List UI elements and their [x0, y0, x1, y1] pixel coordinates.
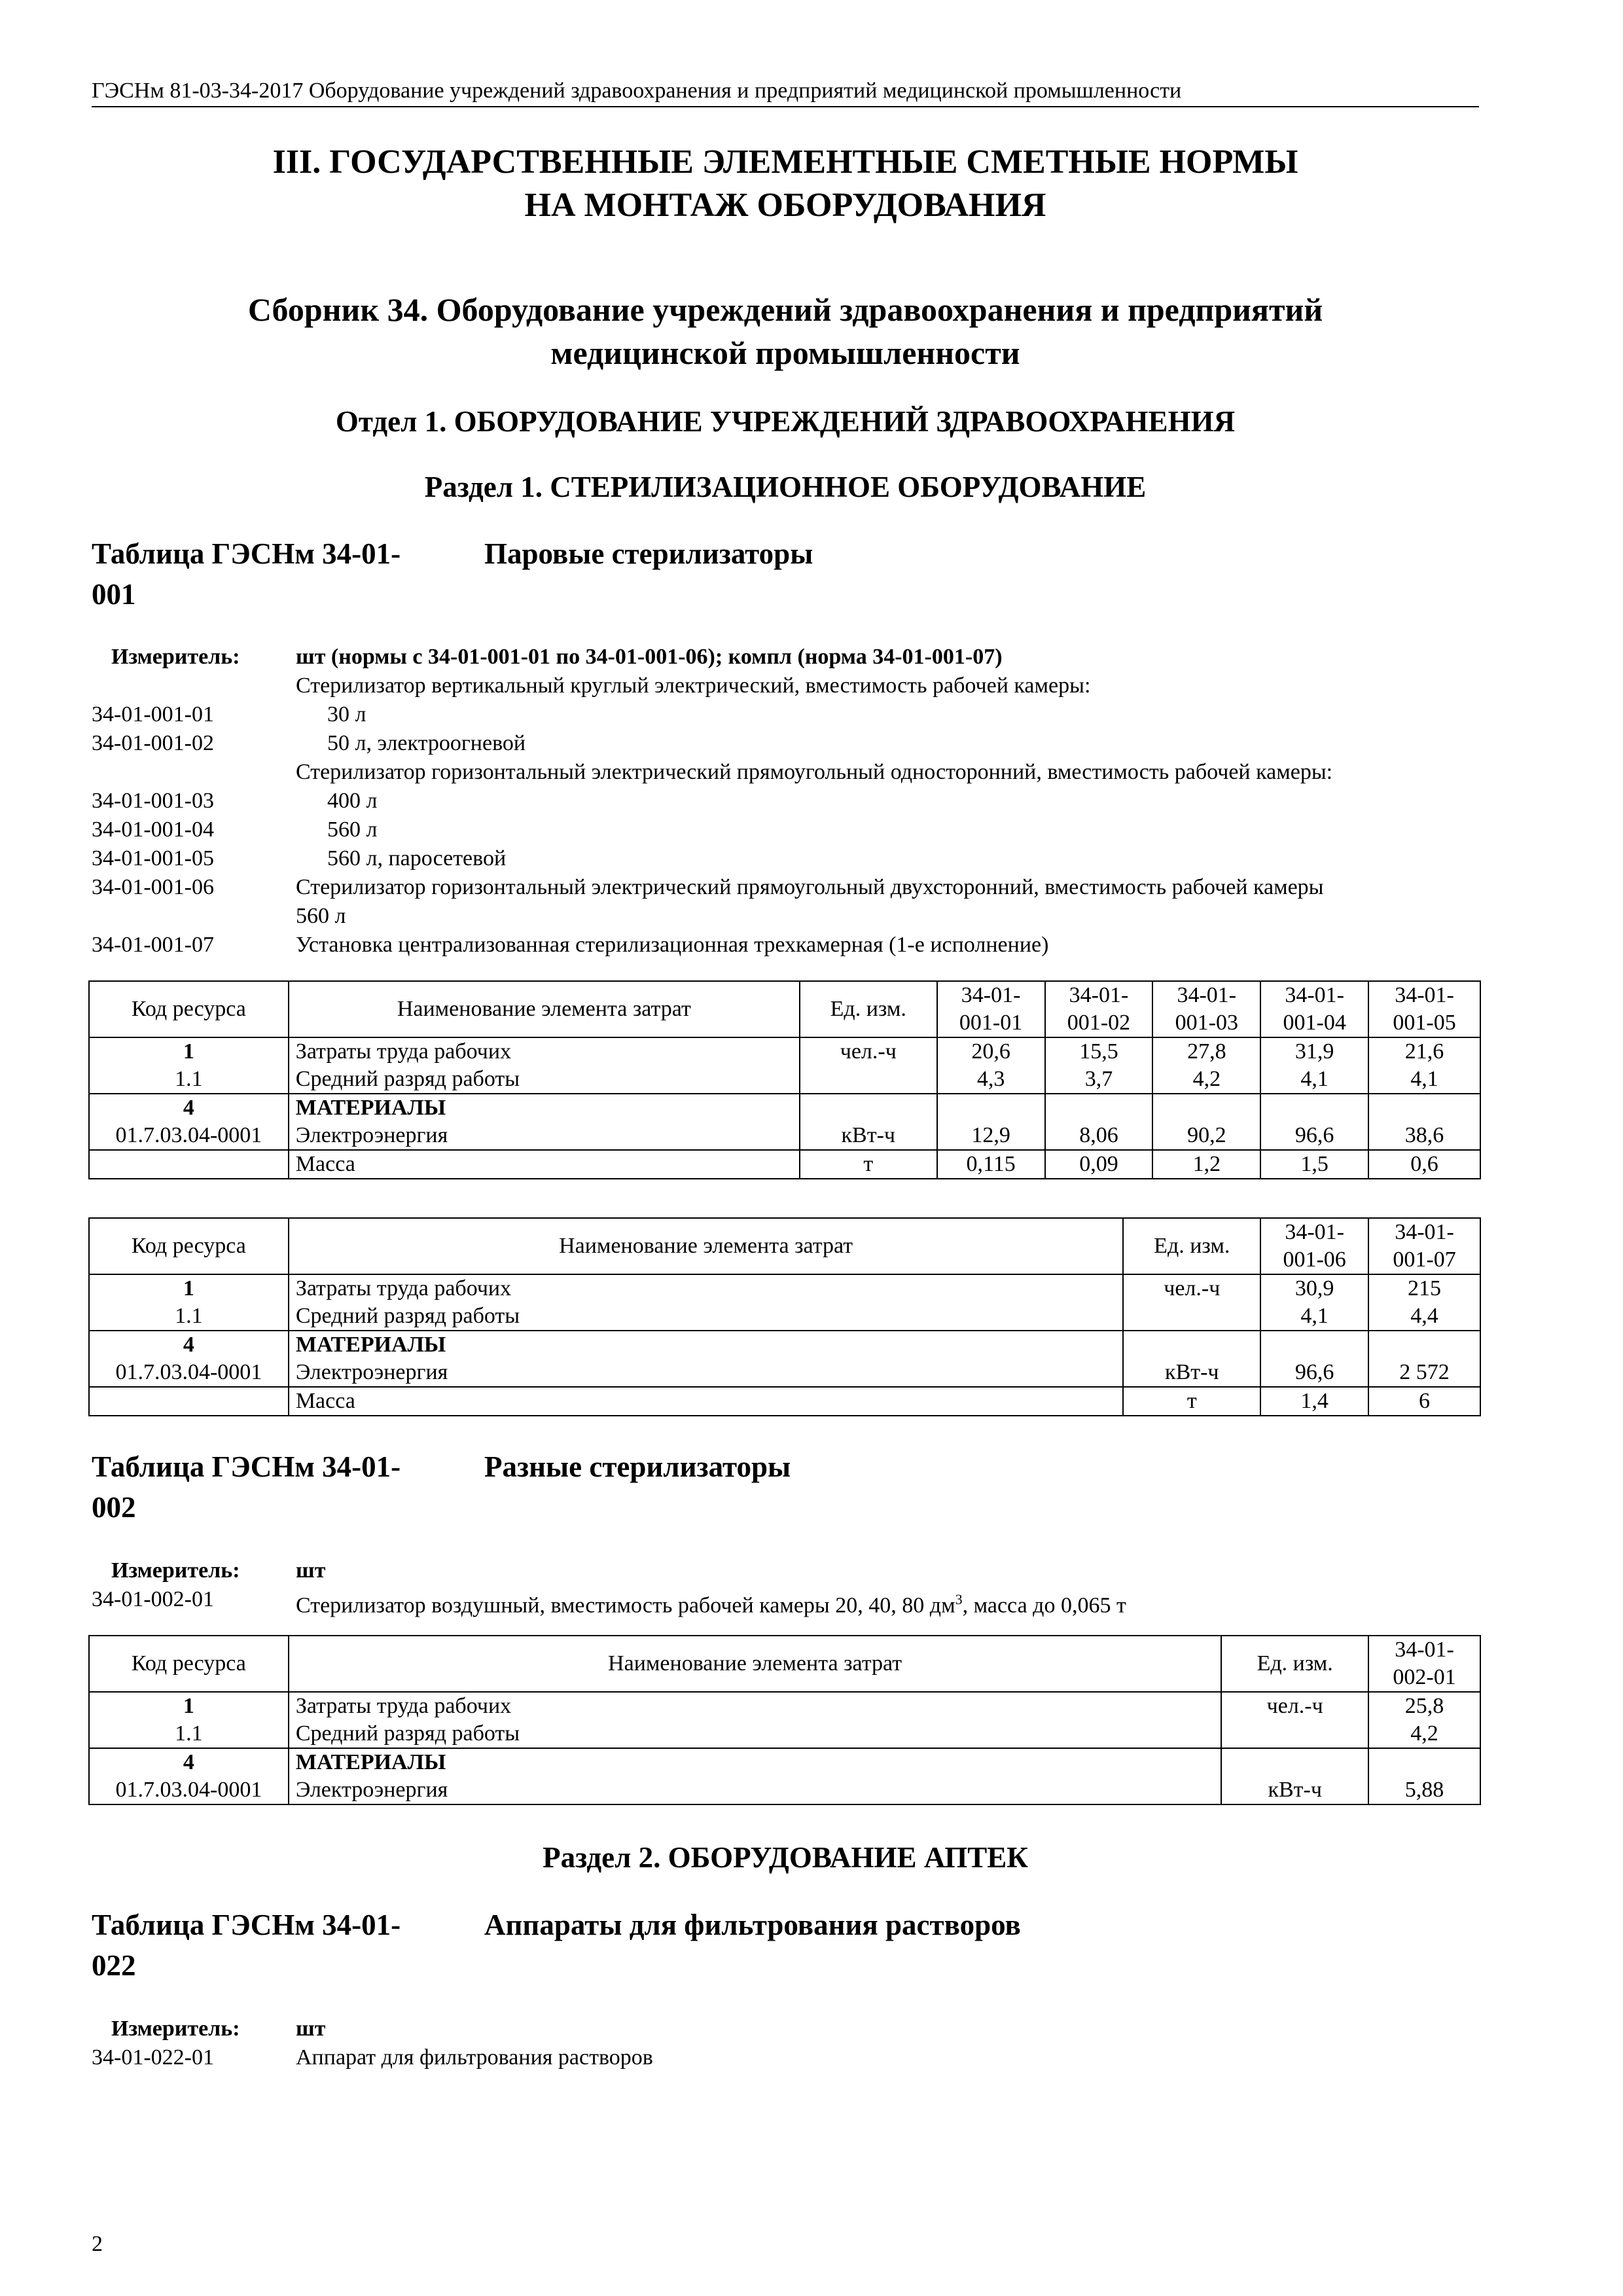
cell-value: 215 [1368, 1274, 1480, 1302]
cell-value: 4,2 [1368, 1720, 1480, 1748]
collection-title-line-2: медицинской промышленности [550, 334, 1020, 371]
table-2-meter-block [92, 1556, 1492, 1620]
col-header-norm [1368, 1636, 1480, 1692]
table-row [89, 1094, 1480, 1122]
cell-name: Масса [289, 1150, 800, 1179]
table-2-title [92, 1446, 791, 1528]
cell-name: МАТЕРИАЛЫ [289, 1094, 800, 1122]
table-1-descr-b: Стерилизатор горизонтальный электрический прямоугольный односторонний, вместимость рабочей камеры: [296, 760, 1333, 784]
cell-value: 27,8 [1152, 1037, 1260, 1066]
cell-code: 1.1 [89, 1302, 289, 1331]
cell-value [1368, 1331, 1480, 1359]
norm-code: 34-01-001-06 [92, 875, 214, 899]
table-3-meter: шт [296, 2017, 326, 2041]
table-2-meter: шт [296, 1558, 326, 1583]
cell-name: Затраты труда рабочих [289, 1274, 1124, 1302]
table-1-code: Таблица ГЭСНм 34-01- 001 [92, 537, 401, 611]
part-title-line-2: НА МОНТАЖ ОБОРУДОВАНИЯ [524, 187, 1046, 224]
cell-name: МАТЕРИАЛЫ [289, 1748, 1221, 1776]
cell-code: 01.7.03.04-0001 [89, 1122, 289, 1150]
cell-unit: чел.-ч [800, 1037, 937, 1066]
table-row [89, 1066, 1480, 1094]
table-1-title [92, 533, 813, 615]
cost-table-2 [88, 1635, 1481, 1805]
collection-title-line-1: Сборник 34. Оборудование учреждений здравоохранения и предприятий [247, 291, 1323, 328]
table-header-row [89, 1636, 1480, 1692]
table-1-meter-block [92, 643, 1492, 960]
table-row [89, 1692, 1480, 1720]
cost-table-1a [88, 980, 1481, 1179]
collection-title [92, 288, 1479, 374]
cell-unit: кВт-ч [1221, 1776, 1368, 1804]
cell-name: Средний разряд работы [289, 1066, 800, 1094]
table-row [89, 1748, 1480, 1776]
table-row [89, 1122, 1480, 1150]
cell-code: 4 [89, 1748, 289, 1776]
norm-header-a: 34-01- [1285, 1220, 1344, 1244]
col-header-code: Код ресурса [89, 981, 289, 1037]
norm-text: 560 л, паросетевой [327, 846, 507, 870]
cell-value: 38,6 [1368, 1122, 1480, 1150]
cell-unit [800, 1066, 937, 1094]
norm-header-a: 34-01- [1069, 983, 1129, 1007]
cell-value: 4,3 [937, 1066, 1045, 1094]
cell-code: 1 [89, 1692, 289, 1720]
norm-header-b: 001-03 [1175, 1011, 1238, 1035]
col-header-norm [937, 981, 1045, 1037]
cell-unit: т [800, 1150, 937, 1179]
norm-header-b: 001-05 [1393, 1011, 1456, 1035]
cell-unit [1123, 1331, 1260, 1359]
cell-name: МАТЕРИАЛЫ [289, 1331, 1124, 1359]
cell-name: Средний разряд работы [289, 1720, 1221, 1748]
cell-name: Затраты труда рабочих [289, 1692, 1221, 1720]
norm-text: 30 л [327, 702, 366, 726]
col-header-norm [1368, 981, 1480, 1037]
cell-unit: кВт-ч [800, 1122, 937, 1150]
superscript: 3 [955, 1591, 963, 1607]
col-header-norm [1045, 981, 1153, 1037]
meter-label: Измеритель: [111, 1558, 240, 1583]
col-header-unit: Ед. изм. [1221, 1636, 1368, 1692]
cell-unit: чел.-ч [1123, 1274, 1260, 1302]
norm-text: Стерилизатор горизонтальный электрический прямоугольный двухсторонний, вместимость рабочей камеры [296, 875, 1324, 899]
cell-unit: т [1123, 1387, 1260, 1416]
meter-label: Измеритель: [111, 645, 240, 669]
cell-value: 8,06 [1045, 1122, 1153, 1150]
col-header-code: Код ресурса [89, 1636, 289, 1692]
norm-header-a: 34-01- [1395, 1638, 1454, 1662]
norm-header-b: 001-07 [1393, 1247, 1456, 1272]
norm-header-a: 34-01- [1285, 983, 1344, 1007]
norm-header-a: 34-01- [961, 983, 1021, 1007]
cell-value: 96,6 [1260, 1122, 1368, 1150]
table-3-title [92, 1905, 1021, 1986]
table-row [89, 1387, 1480, 1416]
cell-name: Электроэнергия [289, 1122, 800, 1150]
table-row [89, 1150, 1480, 1179]
cell-value: 90,2 [1152, 1122, 1260, 1150]
cell-unit [800, 1094, 937, 1122]
norm-text: Аппарат для фильтрования растворов [296, 2045, 653, 2070]
table-row [89, 1302, 1480, 1331]
norm-text [296, 1585, 1492, 1620]
cell-value: 30,9 [1260, 1274, 1368, 1302]
cell-value [1260, 1094, 1368, 1122]
cell-value: 4,4 [1368, 1302, 1480, 1331]
col-header-norm [1260, 981, 1368, 1037]
table-row [89, 1274, 1480, 1302]
cell-code [89, 1150, 289, 1179]
part-title [92, 141, 1479, 227]
cell-name: Затраты труда рабочих [289, 1037, 800, 1066]
cell-unit [1221, 1748, 1368, 1776]
table-3-code: Таблица ГЭСНм 34-01- 022 [92, 1909, 401, 1982]
col-header-norm [1152, 981, 1260, 1037]
part-title-line-1: III. ГОСУДАРСТВЕННЫЕ ЭЛЕМЕНТНЫЕ СМЕТНЫЕ НОРМЫ [272, 143, 1298, 181]
cell-code: 1.1 [89, 1066, 289, 1094]
table-row [89, 1720, 1480, 1748]
norm-header-b: 001-01 [959, 1011, 1023, 1035]
table-header-row [89, 1218, 1480, 1274]
norm-code: 34-01-001-03 [92, 789, 214, 813]
table-1-descr-a: Стерилизатор вертикальный круглый электрический, вместимость рабочей камеры: [296, 673, 1091, 698]
cell-value: 2 572 [1368, 1359, 1480, 1387]
department-title: Отдел 1. ОБОРУДОВАНИЕ УЧРЕЖДЕНИЙ ЗДРАВООХРАНЕНИЯ [335, 405, 1236, 438]
norm-header-a: 34-01- [1395, 983, 1454, 1007]
cell-code: 1 [89, 1274, 289, 1302]
cell-value: 4,1 [1368, 1066, 1480, 1094]
table-3-name: Аппараты для фильтрования растворов [484, 1909, 1021, 1941]
cell-value: 3,7 [1045, 1066, 1153, 1094]
cell-value: 4,2 [1152, 1066, 1260, 1094]
cell-value: 20,6 [937, 1037, 1045, 1066]
table-3-meter-block [92, 2015, 1492, 2072]
col-header-name: Наименование элемента затрат [289, 981, 800, 1037]
cell-code: 1.1 [89, 1720, 289, 1748]
cell-code: 4 [89, 1331, 289, 1359]
cell-code [89, 1387, 289, 1416]
cost-table-1b [88, 1217, 1481, 1416]
col-header-unit: Ед. изм. [1123, 1218, 1260, 1274]
cell-value: 4,1 [1260, 1302, 1368, 1331]
table-row [89, 1037, 1480, 1066]
cell-name: Электроэнергия [289, 1359, 1124, 1387]
table-header-row [89, 981, 1480, 1037]
cell-value: 1,2 [1152, 1150, 1260, 1179]
cell-name: Масса [289, 1387, 1124, 1416]
running-header: ГЭСНм 81-03-34-2017 Оборудование учреждений здравоохранения и предприятий медицинской промышленности [92, 79, 1479, 107]
col-header-name: Наименование элемента затрат [289, 1218, 1124, 1274]
cell-name: Средний разряд работы [289, 1302, 1124, 1331]
cell-value: 25,8 [1368, 1692, 1480, 1720]
norm-text-tail: , масса до 0,065 т [962, 1593, 1126, 1618]
cell-unit [1221, 1720, 1368, 1748]
table-2-name: Разные стерилизаторы [484, 1450, 791, 1483]
meter-label: Измеритель: [111, 2017, 240, 2041]
cell-value: 6 [1368, 1387, 1480, 1416]
cell-code: 4 [89, 1094, 289, 1122]
cell-value: 5,88 [1368, 1776, 1480, 1804]
table-row [89, 1776, 1480, 1804]
norm-header-a: 34-01- [1395, 1220, 1454, 1244]
cell-value [1152, 1094, 1260, 1122]
norm-header-b: 002-01 [1393, 1665, 1456, 1689]
cell-value: 0,09 [1045, 1150, 1153, 1179]
norm-code: 34-01-022-01 [92, 2045, 214, 2070]
norm-text-main: Стерилизатор воздушный, вместимость рабочей камеры 20, 40, 80 дм [296, 1593, 955, 1618]
cell-value: 31,9 [1260, 1037, 1368, 1066]
table-row [89, 1359, 1480, 1387]
norm-text: 400 л [327, 789, 378, 813]
table-1-meter: шт (нормы с 34-01-001-01 по 34-01-001-06); компл (норма 34-01-001-07) [296, 645, 1003, 669]
norm-code: 34-01-002-01 [92, 1587, 214, 1611]
norm-code: 34-01-001-02 [92, 731, 214, 755]
norm-text: 560 л [327, 817, 378, 842]
cell-value [1260, 1331, 1368, 1359]
cell-value: 1,4 [1260, 1387, 1368, 1416]
col-header-norm [1260, 1218, 1368, 1274]
section-1-title: Раздел 1. СТЕРИЛИЗАЦИОННОЕ ОБОРУДОВАНИЕ [424, 471, 1147, 503]
norm-header-b: 001-06 [1283, 1247, 1346, 1272]
col-header-unit: Ед. изм. [800, 981, 937, 1037]
cell-value [1368, 1748, 1480, 1776]
norm-header-b: 001-02 [1067, 1011, 1131, 1035]
norm-header-a: 34-01- [1177, 983, 1237, 1007]
norm-header-b: 001-04 [1283, 1011, 1346, 1035]
col-header-name: Наименование элемента затрат [289, 1636, 1221, 1692]
norm-code: 34-01-001-04 [92, 817, 214, 842]
cell-value: 0,6 [1368, 1150, 1480, 1179]
section-2-title: Раздел 2. ОБОРУДОВАНИЕ АПТЕК [543, 1841, 1028, 1874]
norm-code: 34-01-001-01 [92, 702, 214, 726]
norm-code: 34-01-001-07 [92, 933, 214, 957]
cell-code: 1 [89, 1037, 289, 1066]
cell-code: 01.7.03.04-0001 [89, 1776, 289, 1804]
cell-value [1368, 1094, 1480, 1122]
cell-value: 21,6 [1368, 1037, 1480, 1066]
cell-value: 15,5 [1045, 1037, 1153, 1066]
cell-unit [1123, 1302, 1260, 1331]
norm-code: 34-01-001-05 [92, 846, 214, 870]
norm-text: 50 л, электроогневой [327, 731, 526, 755]
cell-unit: чел.-ч [1221, 1692, 1368, 1720]
cell-value: 12,9 [937, 1122, 1045, 1150]
table-2-code: Таблица ГЭСНм 34-01- 002 [92, 1450, 401, 1524]
cell-value [937, 1094, 1045, 1122]
col-header-norm [1368, 1218, 1480, 1274]
table-row [89, 1331, 1480, 1359]
norm-text-cont: 560 л [296, 904, 346, 928]
cell-value: 1,5 [1260, 1150, 1368, 1179]
cell-value [1045, 1094, 1153, 1122]
cell-unit: кВт-ч [1123, 1359, 1260, 1387]
cell-value: 0,115 [937, 1150, 1045, 1179]
norm-text: Установка централизованная стерилизационная трехкамерная (1-е исполнение) [296, 933, 1049, 957]
cell-name: Электроэнергия [289, 1776, 1221, 1804]
table-1-name: Паровые стерилизаторы [484, 537, 813, 570]
page-number: 2 [92, 2232, 103, 2256]
col-header-code: Код ресурса [89, 1218, 289, 1274]
cell-code: 01.7.03.04-0001 [89, 1359, 289, 1387]
cell-value: 4,1 [1260, 1066, 1368, 1094]
cell-value: 96,6 [1260, 1359, 1368, 1387]
